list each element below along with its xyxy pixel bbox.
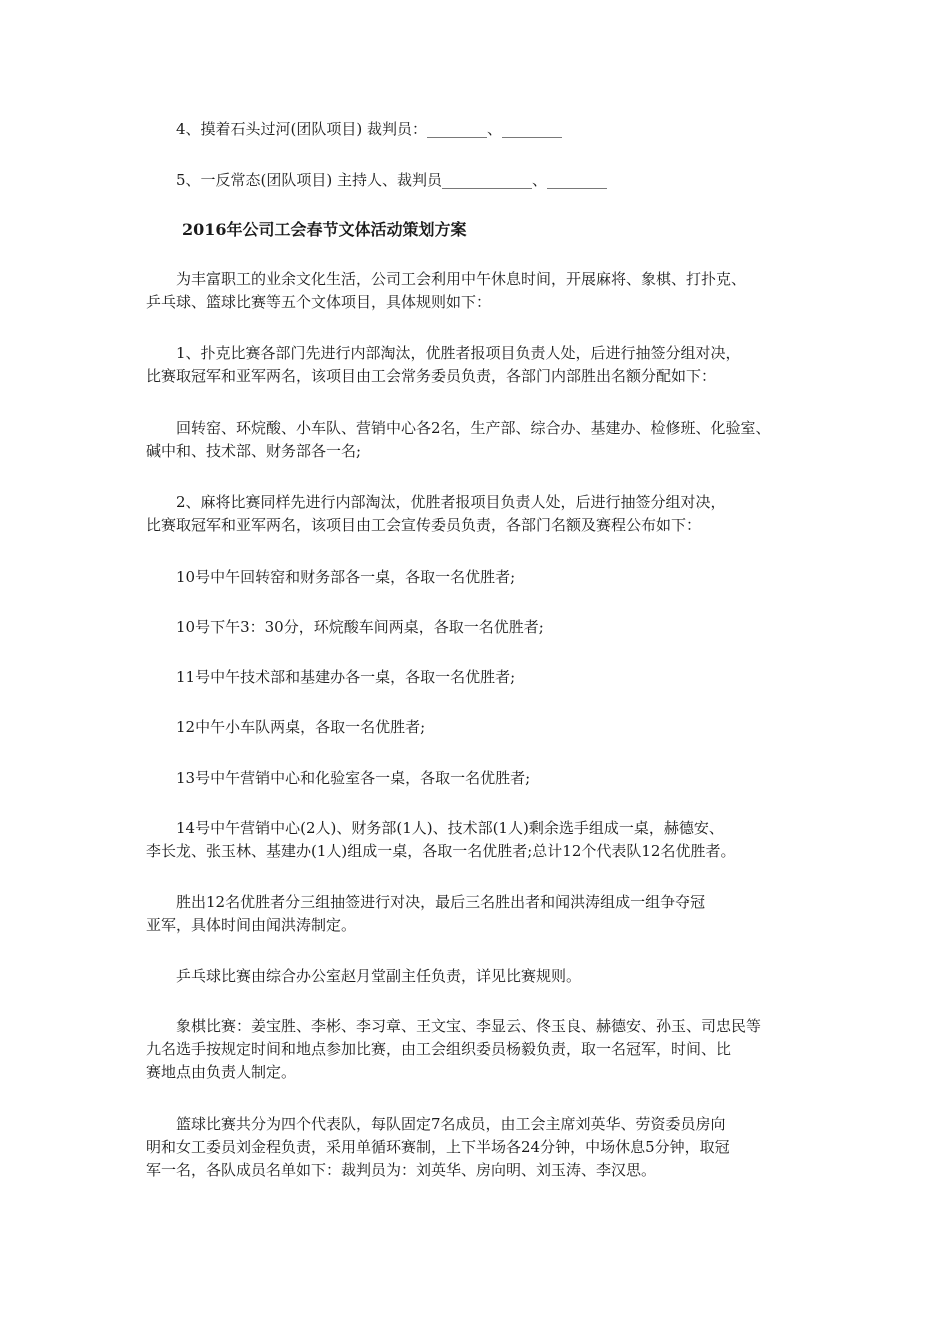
text-line: 比赛取冠军和亚军两名，该项目由工会常务委员负责，各部门内部胜出名额分配如下： [146,367,717,385]
text-line: 李长龙、张玉林、基建办(1人)组成一桌，各取一名优胜者;总计12个代表队12名优胜者。 [146,842,736,860]
text-line: 亚军，具体时间由闻洪涛制定。 [146,916,357,934]
text-line: 回转窑、环烷酸、小车队、营销中心各2名，生产部、综合办、基建办、检修班、化验室、 [176,419,771,437]
text-line: 10号中午回转窑和财务部各一桌，各取一名优胜者; [176,568,516,586]
text-line: 5、一反常态(团队项目) 主持人、裁判员____________、________ [176,171,608,189]
text-line: 10号下午3：30分，环烷酸车间两桌，各取一名优胜者; [176,618,544,636]
text-line: 11号中午技术部和基建办各一桌，各取一名优胜者; [176,668,516,686]
text-line: 13号中午营销中心和化验室各一桌，各取一名优胜者; [176,769,531,787]
text-line: 象棋比赛：姜宝胜、李彬、李习章、王文宝、李显云、佟玉良、赫德安、孙玉、司忠民等 [176,1017,762,1035]
text-line: 1、扑克比赛各部门先进行内部淘汰，优胜者报项目负责人处，后进行抽签分组对决， [176,344,741,362]
text-line: 4、摸着石头过河(团队项目) 裁判员：________、________ [176,120,563,138]
text-line: 2、麻将比赛同样先进行内部淘汰，优胜者报项目负责人处，后进行抽签分组对决， [176,493,726,511]
text-line: 篮球比赛共分为四个代表队，每队固定7名成员，由工会主席刘英华、劳资委员房向 [176,1115,726,1133]
text-line: 胜出12名优胜者分三组抽签进行对决，最后三名胜出者和闻洪涛组成一组争夺冠 [176,893,706,911]
text-line: 赛地点由负责人制定。 [146,1063,297,1081]
text-line: 九名选手按规定时间和地点参加比赛，由工会组织委员杨毅负责，取一名冠军，时间、比 [146,1040,732,1058]
text-line: 14号中午营销中心(2人)、财务部(1人)、技术部(1人)剩余选手组成一桌，赫德安、 [176,819,724,837]
text-line: 碱中和、技术部、财务部各一名; [146,442,362,460]
text-line: 比赛取冠军和亚军两名，该项目由工会宣传委员负责，各部门名额及赛程公布如下： [146,516,702,534]
text-line: 12中午小车队两桌，各取一名优胜者; [176,718,426,736]
text-line: 乒乓球、篮球比赛等五个文体项目，具体规则如下： [146,293,492,311]
document-title: 2016年公司工会春节文体活动策划方案 [182,220,467,239]
text-line: 明和女工委员刘金程负责，采用单循环赛制，上下半场各24分钟，中场休息5分钟，取冠 [146,1138,730,1156]
text-line: 乒乓球比赛由综合办公室赵月堂副主任负责，详见比赛规则。 [176,967,582,985]
text-line: 为丰富职工的业余文化生活，公司工会利用中午休息时间，开展麻将、象棋、打扑克、 [176,270,747,288]
text-line: 军一名，各队成员名单如下：裁判员为：刘英华、房向明、刘玉涛、李汉思。 [146,1161,657,1179]
